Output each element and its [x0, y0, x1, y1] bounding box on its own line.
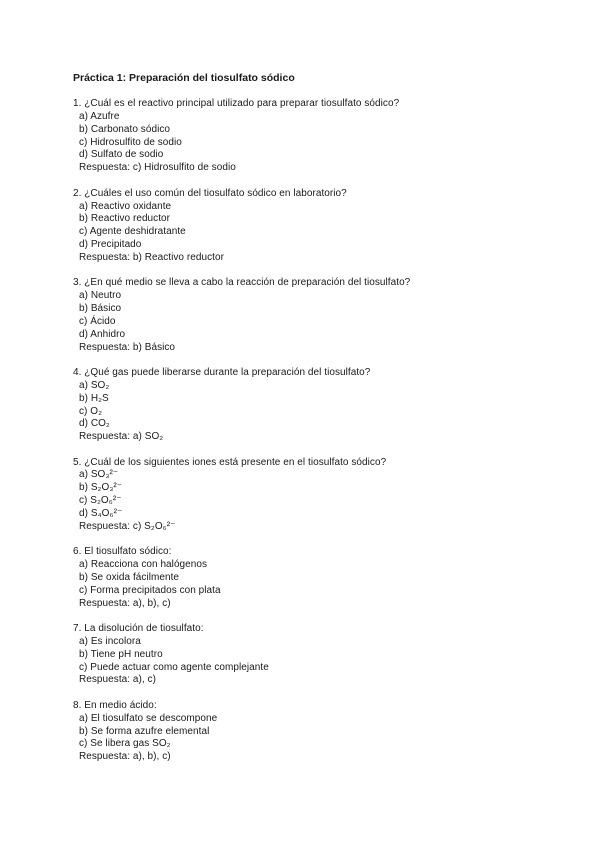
answer-line: Respuesta: b) Básico: [79, 341, 176, 353]
answer-line: Respuesta: b) Reactivo reductor: [79, 251, 224, 263]
answer-option: b) Se forma azufre elemental: [79, 725, 210, 737]
answer-option: b) Tiene pH neutro: [79, 648, 163, 660]
question-block-3: [73, 277, 573, 354]
question-block-4: [73, 367, 573, 444]
question-text: 4. ¿Qué gas puede liberarse durante la preparación del tiosulfato?: [73, 366, 371, 378]
answer-option: d) Precipitado: [79, 239, 142, 251]
answer-option: c) S₂O₆²⁻: [79, 495, 122, 507]
answer-option: b) Se oxida fácilmente: [79, 571, 180, 583]
answer-line: Respuesta: a), b), c): [79, 751, 171, 763]
page-title: Práctica 1: Preparación del tiosulfato sódico: [73, 72, 295, 84]
answer-option: c) Hidrosulfito de sodio: [79, 136, 182, 148]
answer-option: c) Se libera gas SO₂: [79, 738, 171, 750]
question-block-6: [73, 546, 573, 610]
answer-option: c) Ácido: [79, 315, 116, 327]
answer-option: a) Reacciona con halógenos: [79, 559, 208, 571]
question-text: 3. ¿En qué medio se lleva a cabo la reacción de preparación del tiosulfato?: [73, 277, 411, 289]
question-block-7: [73, 623, 573, 687]
question-text: 5. ¿Cuál de los siguientes iones está presente en el tiosulfato sódico?: [73, 456, 387, 468]
answer-line: Respuesta: a) SO₂: [79, 431, 164, 443]
question-text: 8. En medio ácido:: [73, 699, 157, 711]
question-list: [73, 98, 573, 777]
answer-option: d) S₄O₆²⁻: [79, 508, 123, 519]
question-text: 6. El tiosulfato sódico:: [73, 546, 172, 558]
answer-option: c) Forma precipitados con plata: [79, 584, 221, 596]
question-text: 7. La disolución de tiosulfato:: [73, 623, 204, 635]
answer-option: b) S₂O₃²⁻: [79, 482, 123, 494]
answer-option: a) Reactivo oxidante: [79, 200, 172, 212]
answer-option: c) Agente deshidratante: [79, 226, 186, 238]
answer-option: a) Azufre: [79, 110, 120, 122]
answer-line: Respuesta: c) S₂O₆²⁻: [79, 520, 176, 532]
answer-option: b) Reactivo reductor: [79, 213, 171, 225]
answer-option: a) El tiosulfato se descompone: [79, 712, 218, 724]
answer-option: b) Básico: [79, 303, 122, 314]
answer-option: a) SO₃²⁻: [79, 469, 119, 481]
answer-option: b) Carbonato sódico: [79, 123, 171, 135]
answer-option: a) SO₂: [79, 379, 110, 391]
question-block-8: [73, 700, 573, 764]
answer-option: c) Puede actuar como agente complejante: [79, 661, 269, 673]
answer-option: a) Neutro: [79, 290, 122, 302]
answer-option: d) Sulfato de sodio: [79, 149, 164, 161]
question-block-2: [73, 188, 573, 265]
question-block-5: [73, 457, 573, 534]
answer-line: Respuesta: a), b), c): [79, 597, 171, 609]
question-text: 2. ¿Cuáles el uso común del tiosulfato sódico en laboratorio?: [73, 187, 347, 199]
answer-option: b) H₂S: [79, 392, 109, 404]
answer-option: a) Es incolora: [79, 635, 141, 647]
question-block-1: [73, 98, 573, 175]
answer-line: Respuesta: a), c): [79, 674, 156, 686]
answer-option: d) CO₂: [79, 418, 110, 430]
question-text: 1. ¿Cuál es el reactivo principal utilizado para preparar tiosulfato sódico?: [73, 98, 400, 109]
answer-option: d) Anhidro: [79, 328, 126, 340]
answer-option: c) O₂: [79, 405, 103, 417]
answer-line: Respuesta: c) Hidrosulfito de sodio: [79, 162, 236, 174]
